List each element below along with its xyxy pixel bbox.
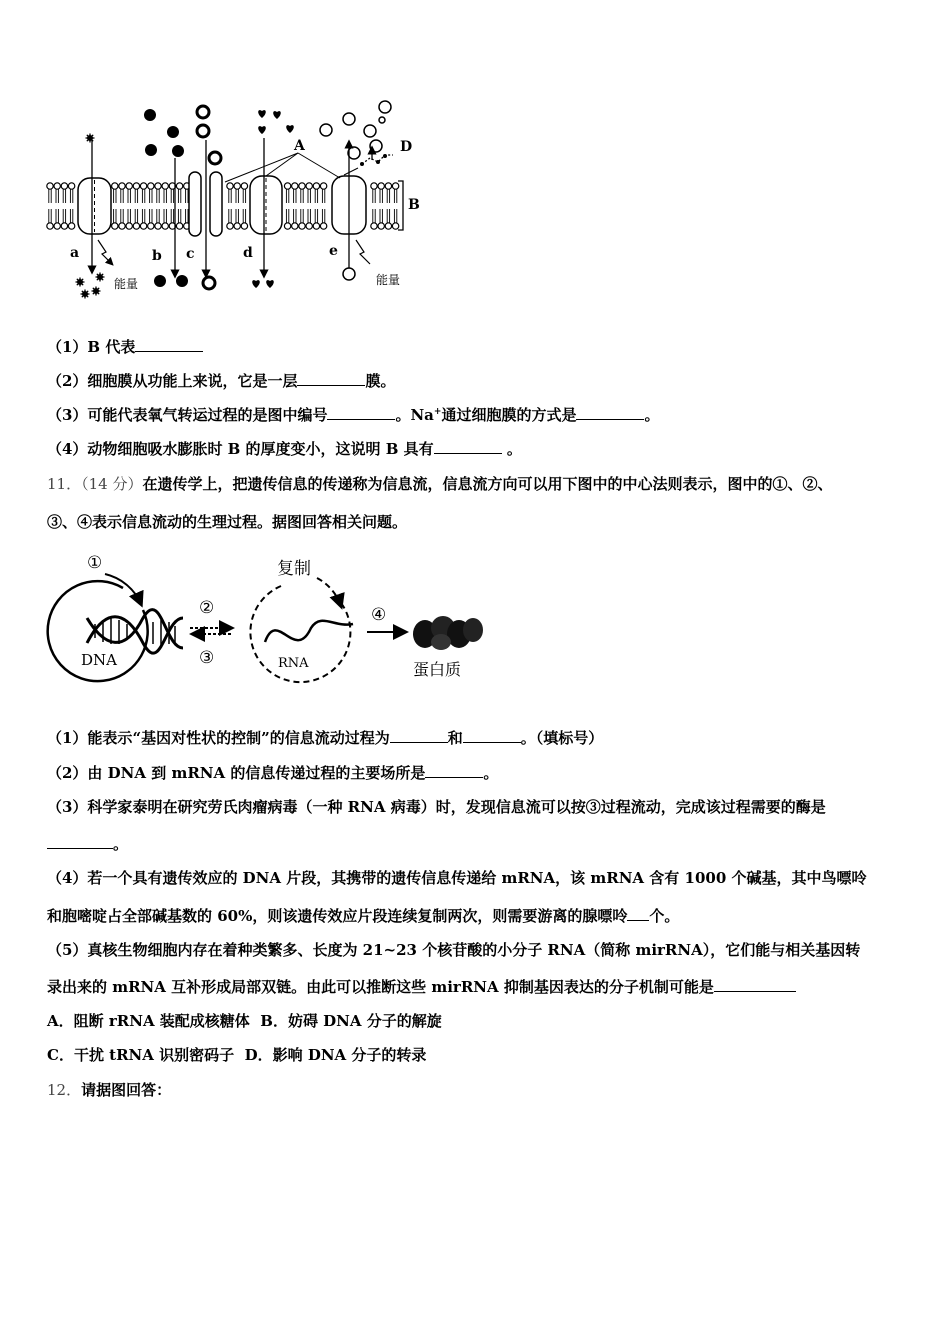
q11-options-ab: [47, 1010, 442, 1031]
q11-part4-line1: （4）若一个具有遗传效应的 DNA 片段，其携带的遗传信息传递给 mRNA，该 mRNA 含有 1000 个碱基，其中鸟嘌呤: [47, 869, 867, 887]
q10-part2: （2）细胞膜从功能上来说，它是一层 膜。: [47, 372, 396, 390]
rna-label: RNA: [278, 656, 309, 671]
label-D: D: [400, 139, 413, 155]
option-d[interactable]: D．影响 DNA 分子的转录: [244, 1046, 427, 1064]
q11-stem-line2: ③、④表示信息流动的生理过程。据图回答相关问题。: [47, 513, 408, 531]
rna-strand: [265, 621, 353, 642]
central-dogma-figure: [45, 548, 495, 688]
answer-blank[interactable]: [327, 404, 395, 420]
option-b[interactable]: B．妨碍 DNA 分子的解旋: [260, 1012, 442, 1030]
answer-blank[interactable]: [390, 727, 448, 743]
q11-part4-line2: 和胞嘧啶占全部碱基数的 60%，则该遗传效应片段连续复制两次，则需要游离的腺嘌呤 个。: [47, 907, 680, 925]
q10-part3: （3）可能代表氧气转运过程的是图中编号 。Na+通过细胞膜的方式是 。: [47, 406, 660, 424]
answer-blank[interactable]: [576, 404, 644, 420]
label-a: a: [70, 245, 80, 261]
protein-label: 蛋白质: [413, 660, 462, 679]
label-e: e: [329, 243, 338, 259]
label-b: b: [152, 248, 162, 264]
q10-part4: （4）动物细胞吸水膨胀时 B 的厚度变小，这说明 B 具有 。: [47, 440, 522, 458]
label-circle3: ③: [199, 648, 215, 668]
energy-label-1: 能量: [114, 277, 139, 291]
protein-blob: [413, 616, 483, 650]
dna-helix: [87, 610, 183, 654]
answer-blank[interactable]: [434, 438, 502, 454]
label-d: d: [243, 245, 253, 261]
answer-blank[interactable]: [714, 976, 796, 992]
label-A: A: [294, 138, 305, 154]
q11-part5-line2: 录出来的 mRNA 互补形成局部双链。由此可以推断这些 mirRNA 抑制基因表达的分子机制可能是: [47, 976, 796, 997]
q11-part3-line1: （3）科学家泰明在研究劳氏肉瘤病毒（一种 RNA 病毒）时，发现信息流可以按③过程流动，完成该过程需要的酶是: [47, 798, 826, 816]
answer-blank[interactable]: [463, 727, 521, 743]
channel-protein-a: [78, 178, 111, 234]
replicate-label: 复制: [277, 559, 311, 579]
q12-stem: 12．请据图回答：: [47, 1081, 172, 1099]
answer-blank[interactable]: [47, 833, 113, 849]
q11-options-cd: [47, 1044, 426, 1065]
q11-part1: （1）能表示“基因对性状的控制”的信息流动过程为 和 。（填标号）: [47, 729, 604, 747]
q11-part3-line2: 。: [47, 833, 128, 854]
membrane-transport-figure: [40, 100, 430, 300]
option-c[interactable]: C．干扰 tRNA 识别密码子: [47, 1046, 235, 1064]
answer-blank[interactable]: [297, 370, 365, 386]
label-c: c: [186, 246, 195, 262]
label-circle4: ④: [371, 605, 387, 625]
q11-part2: （2）由 DNA 到 mRNA 的信息传递过程的主要场所是 。: [47, 764, 499, 782]
answer-blank[interactable]: [425, 762, 483, 778]
answer-blank[interactable]: [627, 905, 649, 921]
label-circle2: ②: [199, 598, 215, 618]
energy-label-2: 能量: [376, 273, 401, 287]
option-a[interactable]: A．阻断 rRNA 装配成核糖体: [47, 1012, 250, 1030]
label-circle1: ①: [87, 553, 103, 573]
q10-part1: （1）B 代表: [47, 336, 203, 357]
bracket-b: [398, 181, 403, 230]
answer-blank[interactable]: [135, 336, 203, 352]
label-B: B: [408, 197, 420, 213]
q11-stem-line1: 11．（14 分）在遗传学上，把遗传信息的传递称为信息流，信息流方向可以用下图中的中心法则表示，图中的①、②、: [47, 475, 833, 493]
dna-label: DNA: [81, 651, 117, 669]
carrier-protein-d: [250, 176, 282, 234]
q11-part5-line1: （5）真核生物细胞内存在着种类繁多、长度为 21~23 个核苷酸的小分子 RNA（简称 mirRNA），它们能与相关基因转: [47, 941, 861, 959]
